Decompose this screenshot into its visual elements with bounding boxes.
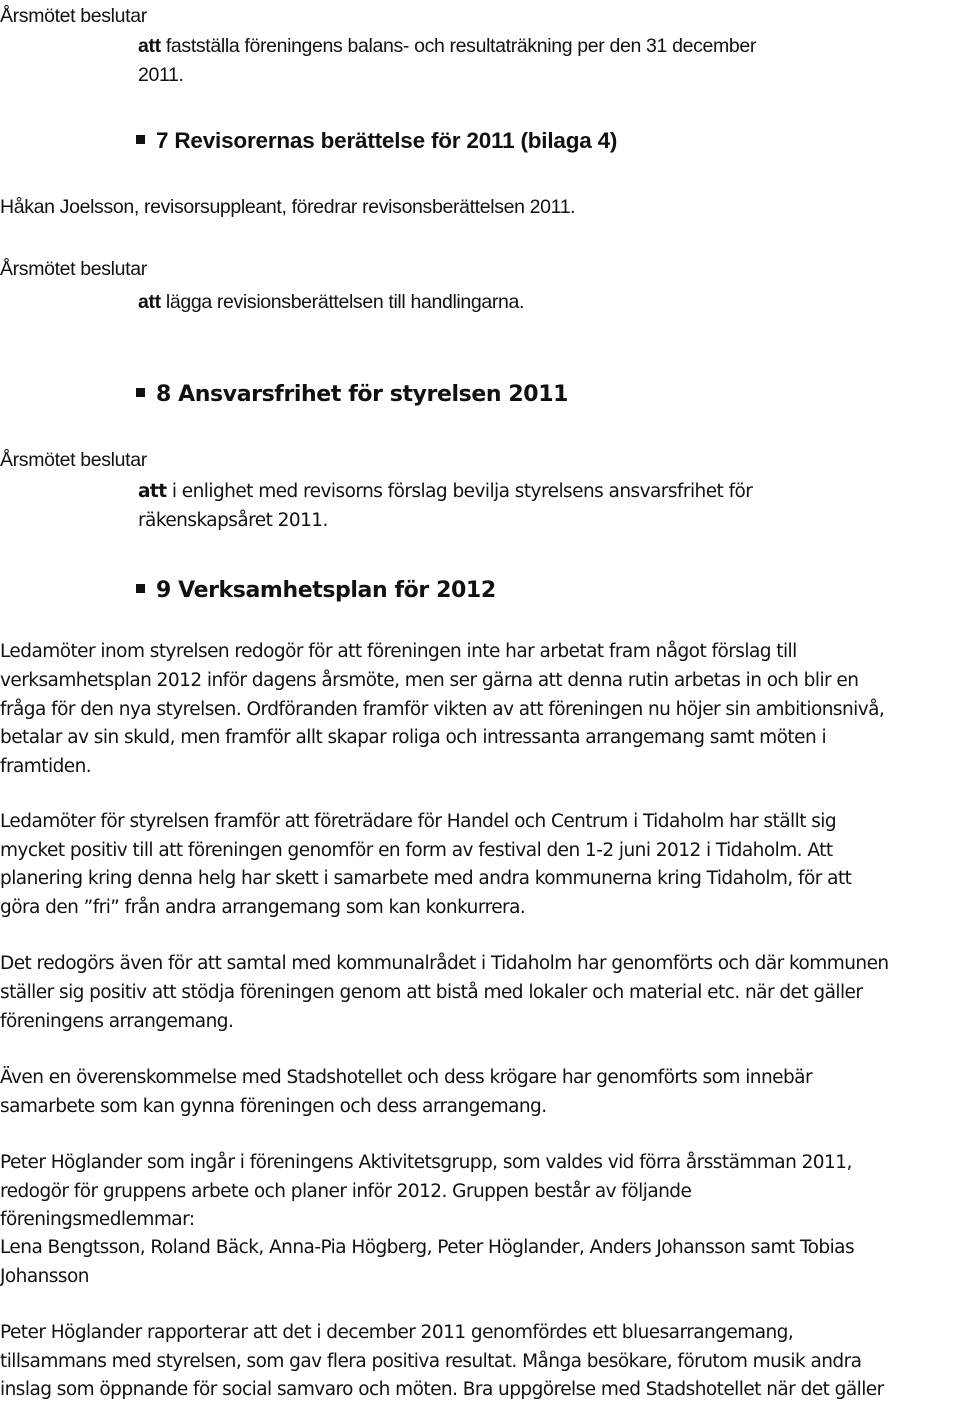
- section-8-resolution-intro: Årsmötet beslutar: [0, 449, 147, 471]
- section-9-heading: [136, 576, 496, 606]
- section-8-heading-text: 8 Ansvarsfrihet för styrelsen 2011: [156, 382, 569, 407]
- att-keyword: att: [138, 291, 161, 313]
- paragraph-line: samarbete som kan gynna föreningen och dess arrangemang.: [0, 1096, 547, 1117]
- paragraph-line: föreningens arrangemang.: [0, 1011, 234, 1032]
- section-9-heading-text: 9 Verksamhetsplan för 2012: [156, 578, 496, 603]
- paragraph-line: planering kring denna helg har skett i samarbete med andra kommunerna kring Tidaholm, för att: [0, 868, 852, 889]
- paragraph-line: framtiden.: [0, 756, 92, 777]
- resolution-intro: Årsmötet beslutar: [0, 5, 147, 27]
- paragraph-line: inslag som öppnande för social samvaro och möten. Bra uppgörelse med Stadshotellet när det gäller: [0, 1379, 884, 1400]
- paragraph-line: Lena Bengtsson, Roland Bäck, Anna-Pia Högberg, Peter Höglander, Anders Johansson samt Tobias: [0, 1237, 855, 1258]
- paragraph-line: Det redogörs även för att samtal med kommunalrådet i Tidaholm har genomförts och där kommunen: [0, 953, 889, 974]
- paragraph-line: verksamhetsplan 2012 inför dagens årsmöte, men ser gärna att denna rutin arbetas in och blir en: [0, 670, 859, 691]
- section-7-body: Håkan Joelsson, revisorsuppleant, föredrar revisonsberättelsen 2011.: [0, 196, 576, 218]
- section-7-heading: [136, 126, 617, 156]
- section-8-decision-text: i enlighet med revisorns förslag bevilja styrelsens ansvarsfrihet för: [166, 481, 753, 502]
- paragraph-line: Även en överenskommelse med Stadshotellet och dess krögare har genomförts som innebär: [0, 1067, 813, 1088]
- paragraph-line: göra den ”fri” från andra arrangemang som kan konkurrera.: [0, 897, 526, 918]
- paragraph-line: föreningsmedlemmar:: [0, 1209, 195, 1230]
- section-7-heading-text: 7 Revisorernas berättelse för 2011 (bilaga 4): [156, 128, 618, 153]
- paragraph-line: tillsammans med styrelsen, som gav flera positiva resultat. Många besökare, förutom musik andra: [0, 1351, 862, 1372]
- resolution-text: fastställa föreningens balans- och resultaträkning per den 31 december: [160, 35, 756, 57]
- paragraph-line: Ledamöter för styrelsen framför att företrädare för Handel och Centrum i Tidaholm har ställt sig: [0, 811, 837, 832]
- resolution-text-line-1: [138, 33, 756, 59]
- paragraph-line: mycket positiv till att föreningen genomför en form av festival den 1-2 juni 2012 i Tidaholm. Att: [0, 840, 833, 861]
- paragraph-line: redogör för gruppens arbete och planer inför 2012. Gruppen består av följande: [0, 1181, 692, 1202]
- section-8-heading: [136, 380, 568, 410]
- paragraph-line: Peter Höglander som ingår i föreningens Aktivitetsgrupp, som valdes vid förra årsstämman 2011,: [0, 1152, 852, 1173]
- bullet-square-icon: [136, 388, 145, 397]
- section-7-resolution-intro: Årsmötet beslutar: [0, 258, 147, 280]
- bullet-square-icon: [136, 584, 145, 593]
- att-keyword: att: [138, 35, 161, 57]
- section-7-decision: [138, 289, 524, 315]
- paragraph-line: Johansson: [0, 1266, 89, 1287]
- paragraph-line: Peter Höglander rapporterar att det i december 2011 genomfördes ett bluesarrangemang,: [0, 1322, 794, 1343]
- paragraph-line: Ledamöter inom styrelsen redogör för att föreningen inte har arbetat fram något förslag till: [0, 641, 797, 662]
- paragraph-line: ställer sig positiv att stödja föreningen genom att bistå med lokaler och material etc. när det gäller: [0, 982, 863, 1003]
- att-keyword: att: [138, 481, 167, 502]
- paragraph-line: betalar av sin skuld, men framför allt skapar roliga och intressanta arrangemang samt möten i: [0, 727, 827, 748]
- section-8-decision-line-2: räkenskapsåret 2011.: [138, 510, 328, 531]
- section-8-decision-line-1: [138, 479, 752, 505]
- bullet-square-icon: [136, 135, 145, 144]
- section-7-decision-text: lägga revisionsberättelsen till handlingarna.: [160, 291, 525, 313]
- resolution-text-line-2: 2011.: [138, 64, 184, 86]
- paragraph-line: fråga för den nya styrelsen. Ordföranden framför vikten av att föreningen nu höjer sin ambitionsnivå,: [0, 699, 885, 720]
